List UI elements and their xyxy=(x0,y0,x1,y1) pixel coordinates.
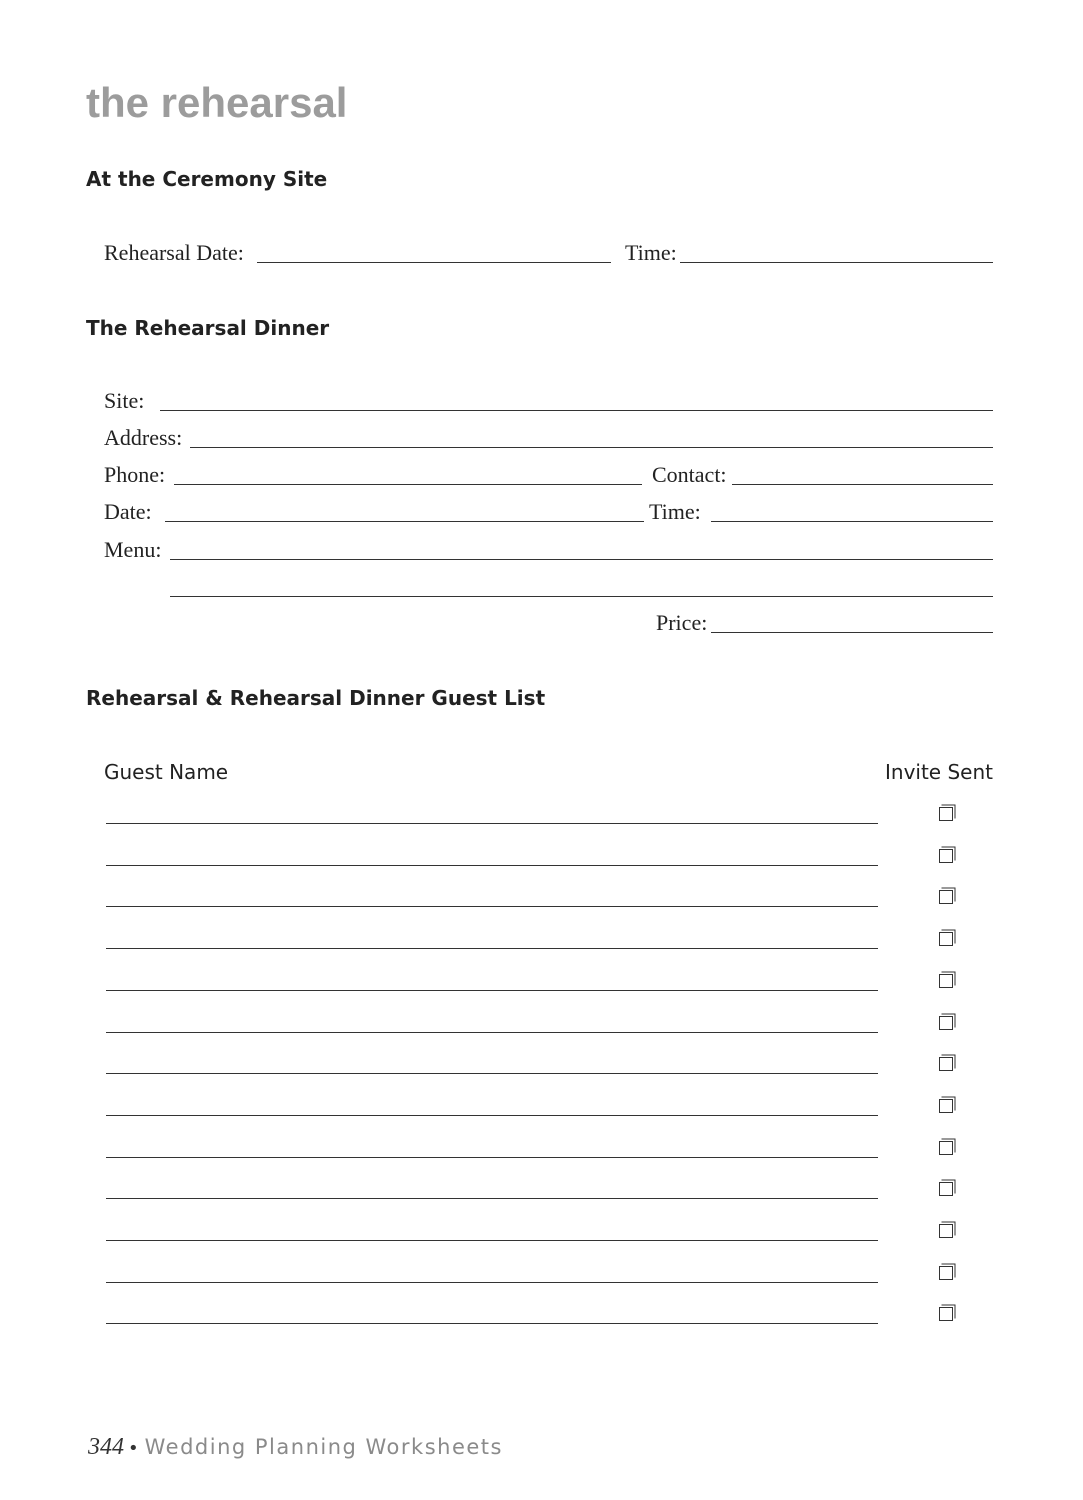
page-title: the rehearsal xyxy=(86,79,348,126)
guest-name-field[interactable] xyxy=(106,865,878,866)
guest-name-field[interactable] xyxy=(106,990,878,991)
guest-name-field[interactable] xyxy=(106,1323,878,1324)
contact-label: Contact: xyxy=(652,462,727,487)
invite-sent-checkbox[interactable] xyxy=(939,1057,953,1071)
site-field[interactable] xyxy=(160,410,993,411)
guest-name-field[interactable] xyxy=(106,823,878,824)
guest-name-field[interactable] xyxy=(106,1198,878,1199)
rehearsal-dinner-heading: The Rehearsal Dinner xyxy=(86,316,330,340)
guest-name-field[interactable] xyxy=(106,906,878,907)
footer-bullet: • xyxy=(128,1438,139,1459)
guest-list-heading: Rehearsal & Rehearsal Dinner Guest List xyxy=(86,686,546,710)
rehearsal-date-label: Rehearsal Date: xyxy=(104,240,244,265)
invite-sent-checkbox[interactable] xyxy=(939,890,953,904)
dinner-time-label: Time: xyxy=(649,499,701,524)
page-footer xyxy=(88,1432,503,1465)
menu-field-line-2[interactable] xyxy=(170,596,993,597)
menu-label: Menu: xyxy=(104,537,162,562)
invite-sent-checkbox[interactable] xyxy=(939,849,953,863)
menu-field-line-1[interactable] xyxy=(170,559,993,560)
price-field[interactable] xyxy=(711,632,993,633)
address-field[interactable] xyxy=(190,447,993,448)
invite-sent-checkbox[interactable] xyxy=(939,1224,953,1238)
book-title: Wedding Planning Worksheets xyxy=(144,1435,503,1459)
guest-name-field[interactable] xyxy=(106,1115,878,1116)
rehearsal-time-label: Time: xyxy=(625,240,677,265)
invite-sent-checkbox[interactable] xyxy=(939,1266,953,1280)
invite-sent-checkbox[interactable] xyxy=(939,974,953,988)
invite-sent-checkbox[interactable] xyxy=(939,1141,953,1155)
invite-sent-checkbox[interactable] xyxy=(939,807,953,821)
guest-name-field[interactable] xyxy=(106,1157,878,1158)
guest-name-field[interactable] xyxy=(106,1032,878,1033)
page-number: 344 xyxy=(88,1434,124,1460)
dinner-time-field[interactable] xyxy=(711,521,993,522)
invite-sent-column-header: Invite Sent xyxy=(885,760,993,784)
invite-sent-checkbox[interactable] xyxy=(939,1016,953,1030)
date-field[interactable] xyxy=(165,521,644,522)
guest-name-field[interactable] xyxy=(106,1073,878,1074)
guest-name-column-header: Guest Name xyxy=(104,760,229,784)
rehearsal-date-field[interactable] xyxy=(257,262,611,263)
invite-sent-checkbox[interactable] xyxy=(939,932,953,946)
guest-name-field[interactable] xyxy=(106,1240,878,1241)
site-label: Site: xyxy=(104,388,145,413)
contact-field[interactable] xyxy=(732,484,993,485)
rehearsal-time-field[interactable] xyxy=(680,262,993,263)
address-label: Address: xyxy=(104,425,183,450)
invite-sent-checkbox[interactable] xyxy=(939,1099,953,1113)
guest-name-field[interactable] xyxy=(106,1282,878,1283)
guest-name-field[interactable] xyxy=(106,948,878,949)
invite-sent-checkbox[interactable] xyxy=(939,1307,953,1321)
invite-sent-checkbox[interactable] xyxy=(939,1182,953,1196)
phone-field[interactable] xyxy=(174,484,642,485)
ceremony-site-heading: At the Ceremony Site xyxy=(86,167,328,191)
phone-label: Phone: xyxy=(104,462,166,487)
date-label: Date: xyxy=(104,499,152,524)
price-label: Price: xyxy=(656,610,708,635)
